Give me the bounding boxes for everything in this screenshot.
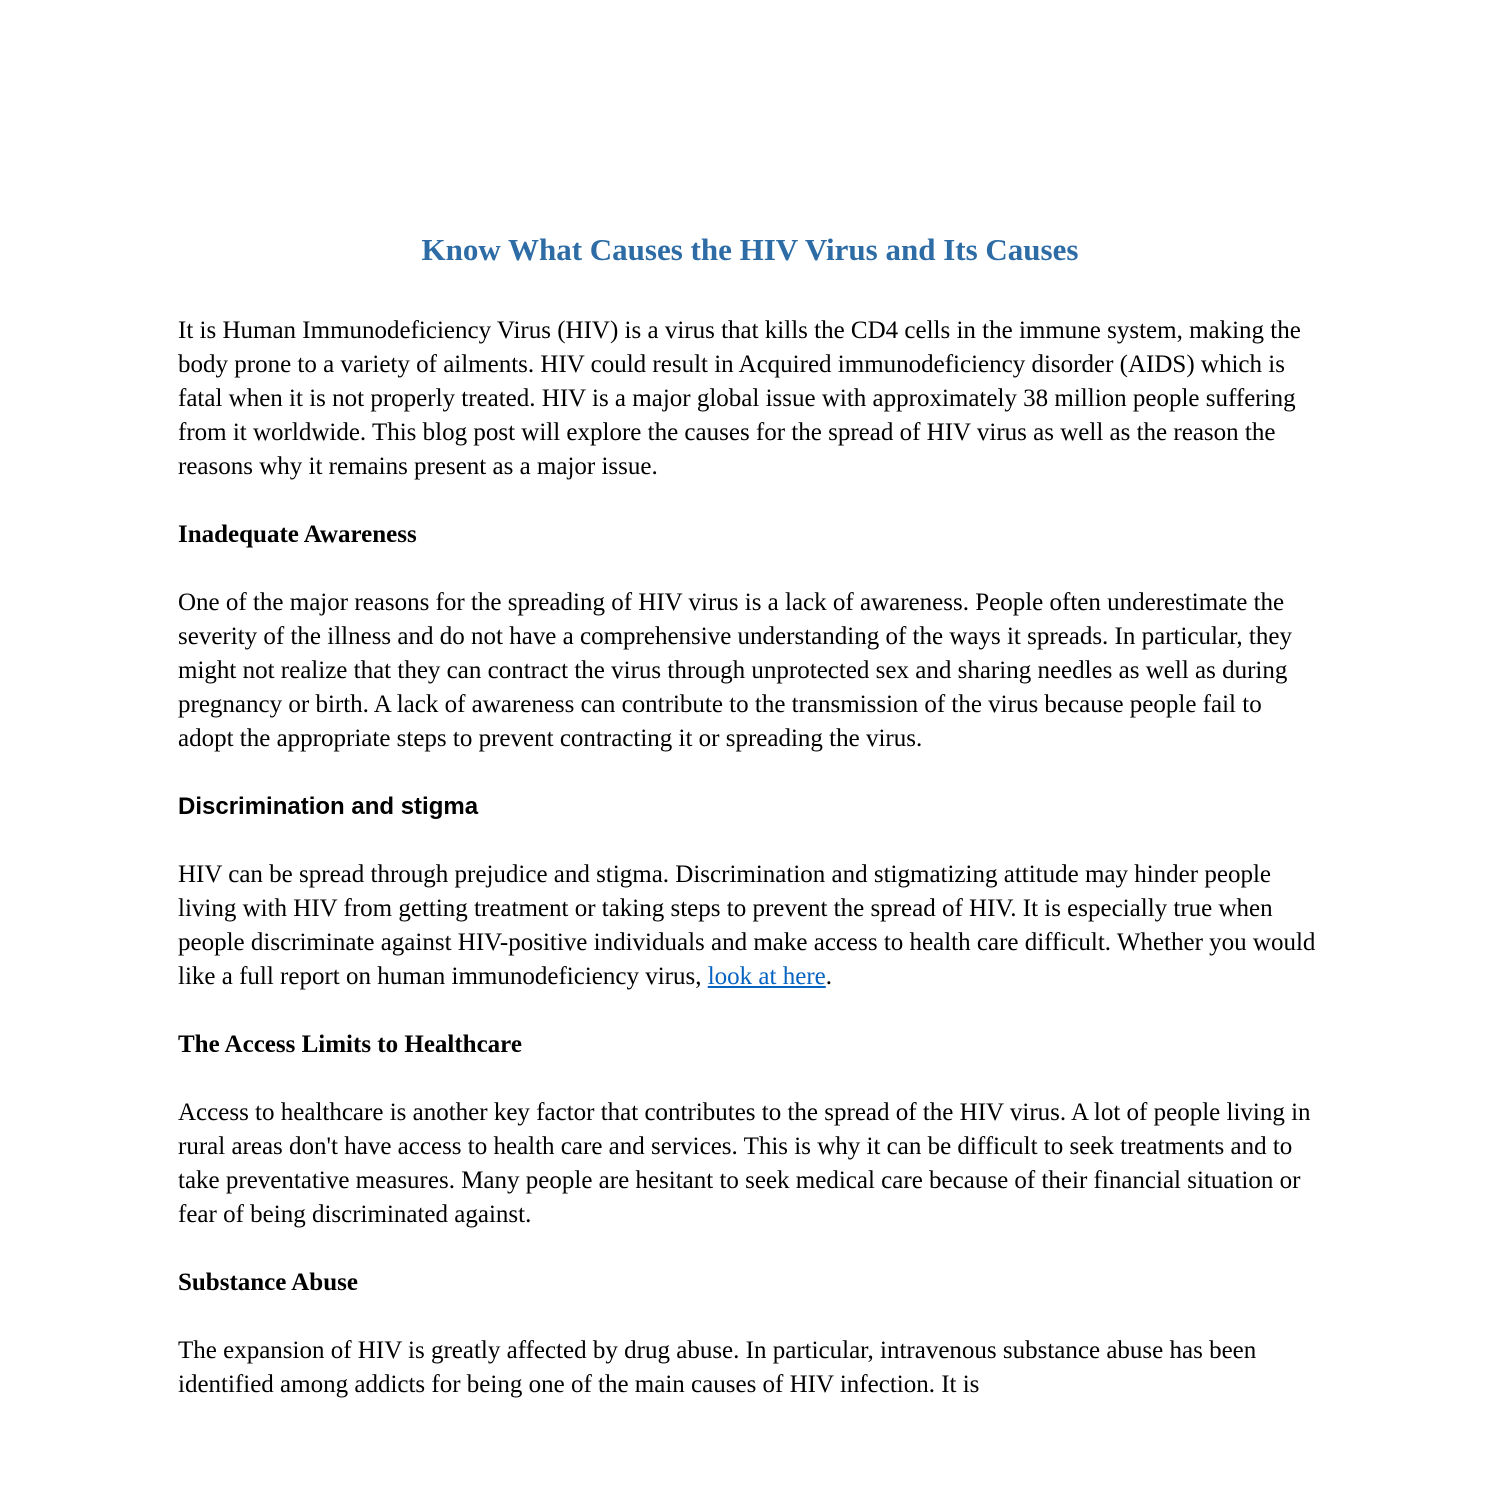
heading-inadequate-awareness: Inadequate Awareness — [178, 521, 417, 548]
substance-paragraph: The expansion of HIV is greatly affected by drug abuse. In particular, intravenous substance abuse has been identified among addicts for being one of the main causes of HIV infection. It is — [178, 1337, 1257, 1398]
document-page — [178, 0, 1322, 1402]
awareness-paragraph: One of the major reasons for the spreading of HIV virus is a lack of awareness. People often underestimate the severity of the illness and do not have a comprehensive understanding of the ways it spreads. In particular, they might not realize that they can contract the virus through unprotected sex and sharing needles as well as during pregnancy or birth. A lack of awareness can contribute to the transmission of the virus because people fail to adopt the appropriate steps to prevent contracting it or spreading the virus. — [178, 589, 1292, 752]
healthcare-paragraph: Access to healthcare is another key factor that contributes to the spread of the HIV virus. A lot of people living in rural areas don't have access to health care and services. This is why it can be difficult to seek treatments and to take preventative measures. Many people are hesitant to seek medical care because of their financial situation or fear of being discriminated against. — [178, 1099, 1311, 1228]
heading-discrimination-and-stigma: Discrimination and stigma — [178, 793, 479, 820]
intro-paragraph: It is Human Immunodeficiency Virus (HIV) is a virus that kills the CD4 cells in the immune system, making the body prone to a variety of ailments. HIV could result in Acquired immunodeficiency disorder (AIDS) which is fatal when it is not properly treated. HIV is a major global issue with approximately 38 million people suffering from it worldwide. This blog post will explore the causes for the spread of HIV virus as well as the reason the reasons why it remains present as a major issue. — [178, 317, 1301, 480]
look-at-here-link[interactable]: look at here — [707, 963, 826, 990]
stigma-text-before-link: HIV can be spread through prejudice and stigma. Discrimination and stigmatizing attitude may hinder people living with HIV from getting treatment or taking steps to prevent the spread of HIV. It is especially true when people discriminate against HIV-positive individuals and make access to health care difficult. Whether you would like a full report on human immunodeficiency virus, — [178, 861, 1316, 990]
heading-substance-abuse: Substance Abuse — [178, 1269, 358, 1296]
heading-access-limits-healthcare: The Access Limits to Healthcare — [178, 1031, 522, 1058]
document-title: Know What Causes the HIV Virus and Its Causes — [421, 232, 1079, 267]
stigma-text-after-link: . — [825, 963, 832, 990]
stigma-paragraph — [178, 858, 1322, 994]
